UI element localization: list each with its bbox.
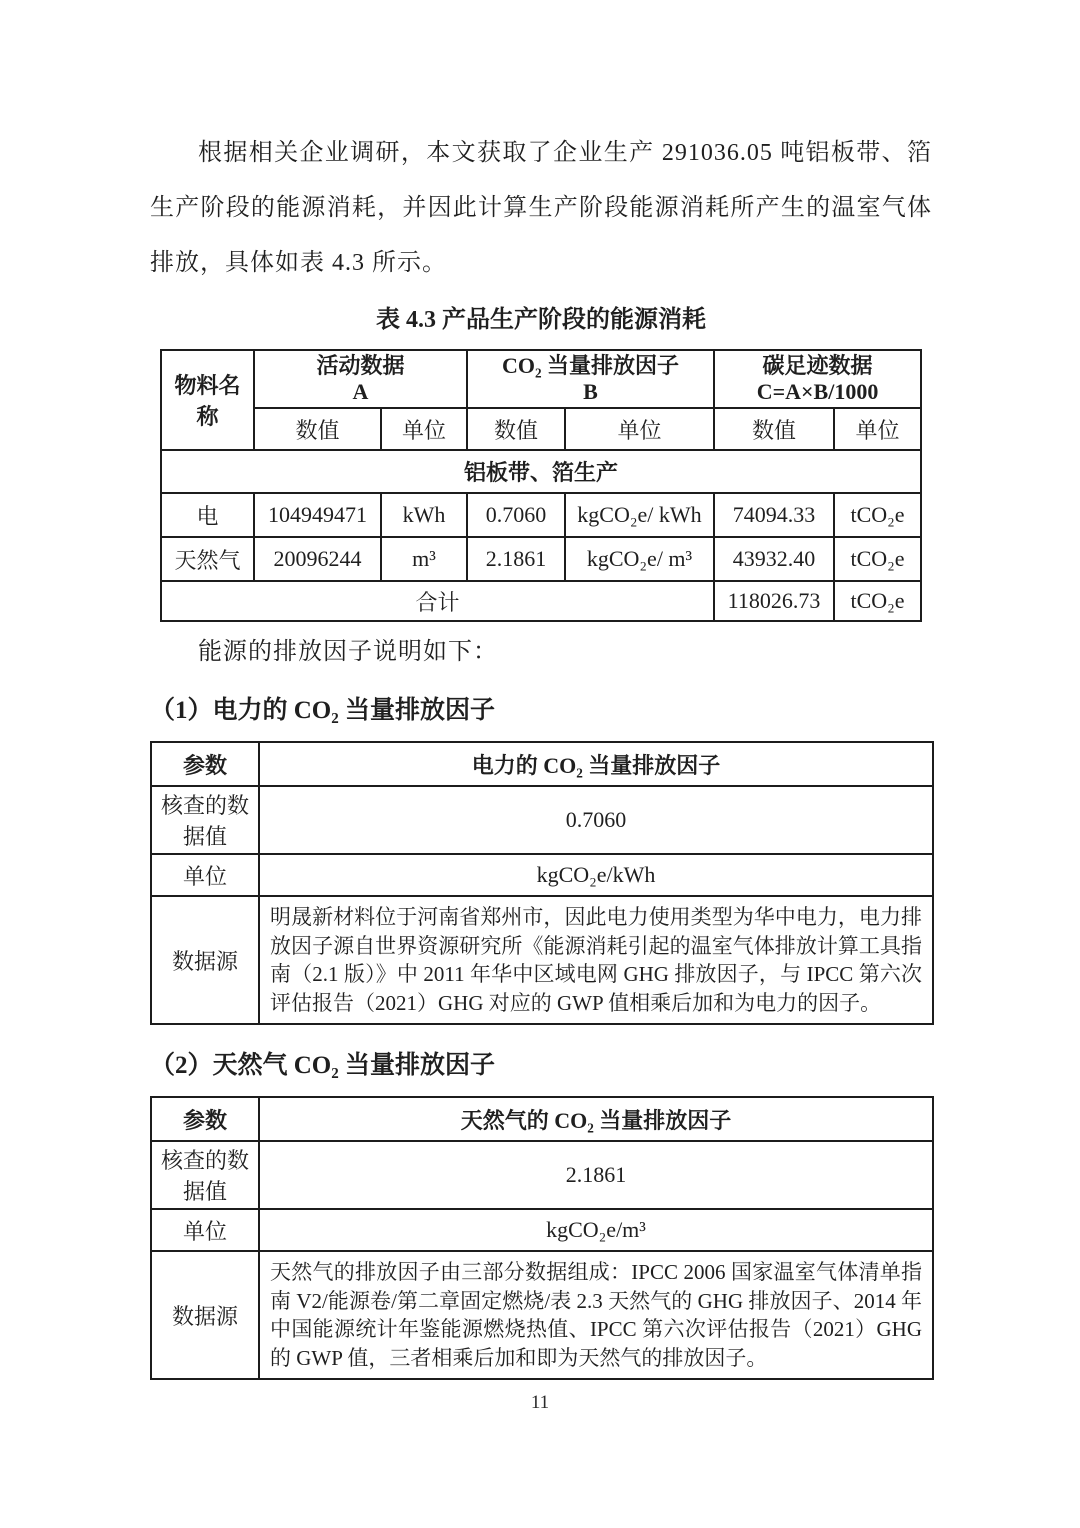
activity-unit-header: 单位	[381, 408, 467, 450]
param-header-row	[151, 742, 933, 786]
activity-value-header: 数值	[254, 408, 381, 450]
activity-data-symbol: A	[352, 379, 369, 404]
page-content	[150, 0, 932, 1380]
unit-row	[151, 1209, 933, 1251]
material-column-header: 物料名称	[161, 350, 254, 450]
param-header-row	[151, 1097, 933, 1141]
unit-value: kgCO₂e/m³	[259, 1209, 933, 1251]
unit-row	[151, 854, 933, 896]
param-label: 参数	[151, 1097, 259, 1141]
verified-value-label: 核查的数据值	[151, 1141, 259, 1209]
param-title: 电力的 CO₂ 当量排放因子	[259, 742, 933, 786]
section-row-label: 铝板带、箔生产	[161, 450, 921, 493]
material-cell: 电	[161, 493, 254, 537]
total-unit-cell: tCO₂e	[834, 581, 921, 621]
factor-value-cell: 2.1861	[467, 537, 565, 581]
footprint-unit-header: 单位	[834, 408, 921, 450]
param-label: 参数	[151, 742, 259, 786]
verified-value: 0.7060	[259, 786, 933, 854]
footprint-value-header: 数值	[714, 408, 834, 450]
unit-label: 单位	[151, 854, 259, 896]
carbon-footprint-formula: C=A×B/1000	[756, 379, 879, 404]
unit-value: kgCO₂e/kWh	[259, 854, 933, 896]
factor-value-header: 数值	[467, 408, 565, 450]
factor-unit-cell: kgCO₂e/ kWh	[565, 493, 714, 537]
verified-value-row	[151, 786, 933, 854]
data-source-text: 明晟新材料位于河南省郑州市，因此电力使用类型为华中电力，电力排放因子源自世界资源研究所《能源消耗引起的温室气体排放计算工具指南（2.1 版）》中 2011 年华中区域电网 GHG 排放因子，与 IPCC 第六次评估报告（2021）GHG 对应的 GWP 值相乘后加和为电力的因子。	[259, 896, 933, 1024]
section-heading-electricity: （1）电力的 CO₂ 当量排放因子	[150, 697, 495, 724]
factor-value-cell: 0.7060	[467, 493, 565, 537]
intro-paragraph: 根据相关企业调研，本文获取了企业生产 291036.05 吨铝板带、箔生产阶段的能源消耗，并因此计算生产阶段能源消耗所产生的温室气体排放，具体如表 4.3 所示。	[150, 140, 932, 276]
table-row-electricity	[161, 493, 921, 537]
table-header-row-sub	[161, 408, 921, 450]
data-source-text: 天然气的排放因子由三部分数据组成：IPCC 2006 国家温室气体清单指南 V2/能源卷/第二章固定燃烧/表 2.3 天然气的 GHG 排放因子、2014 年中国能源统计年鉴能源燃烧热值、IPCC 第六次评估报告（2021）GHG 的 GWP 值，三者相乘后加和即为天然气的排放因子。	[259, 1251, 933, 1379]
unit-label: 单位	[151, 1209, 259, 1251]
carbon-footprint-label: 碳足迹数据	[762, 353, 873, 378]
activity-unit-cell: kWh	[381, 493, 467, 537]
emission-factor-group-header	[467, 350, 714, 408]
data-source-row	[151, 896, 933, 1024]
data-source-label: 数据源	[151, 1251, 259, 1379]
total-value-cell: 118026.73	[714, 581, 834, 621]
data-source-row	[151, 1251, 933, 1379]
activity-value-cell: 20096244	[254, 537, 381, 581]
footprint-value-cell: 74094.33	[714, 493, 834, 537]
footprint-value-cell: 43932.40	[714, 537, 834, 581]
footprint-unit-cell: tCO₂e	[834, 493, 921, 537]
activity-value-cell: 104949471	[254, 493, 381, 537]
natural-gas-factor-table	[150, 1096, 934, 1380]
section-row	[161, 450, 921, 493]
activity-data-label: 活动数据	[316, 353, 405, 378]
emission-factor-label: CO₂ 当量排放因子	[501, 353, 680, 378]
energy-table-caption: 表 4.3 产品生产阶段的能源消耗	[376, 307, 706, 333]
emission-factor-symbol: B	[583, 379, 598, 404]
activity-data-group-header	[254, 350, 467, 408]
factors-note: 能源的排放因子说明如下：	[198, 639, 498, 665]
verified-value-label: 核查的数据值	[151, 786, 259, 854]
total-label-cell: 合计	[161, 581, 714, 621]
table-row-natural-gas	[161, 537, 921, 581]
section-heading-natural-gas: （2）天然气 CO₂ 当量排放因子	[150, 1052, 495, 1079]
factor-unit-cell: kgCO₂e/ m³	[565, 537, 714, 581]
verified-value: 2.1861	[259, 1141, 933, 1209]
carbon-footprint-group-header	[714, 350, 921, 408]
param-title: 天然气的 CO₂ 当量排放因子	[259, 1097, 933, 1141]
data-source-label: 数据源	[151, 896, 259, 1024]
factor-unit-header: 单位	[565, 408, 714, 450]
footprint-unit-cell: tCO₂e	[834, 537, 921, 581]
electricity-factor-table	[150, 741, 934, 1025]
page-number: 11	[530, 1392, 550, 1413]
table-row-total	[161, 581, 921, 621]
energy-consumption-table	[160, 349, 922, 622]
verified-value-row	[151, 1141, 933, 1209]
material-cell: 天然气	[161, 537, 254, 581]
table-header-row-groups	[161, 350, 921, 408]
activity-unit-cell: m³	[381, 537, 467, 581]
